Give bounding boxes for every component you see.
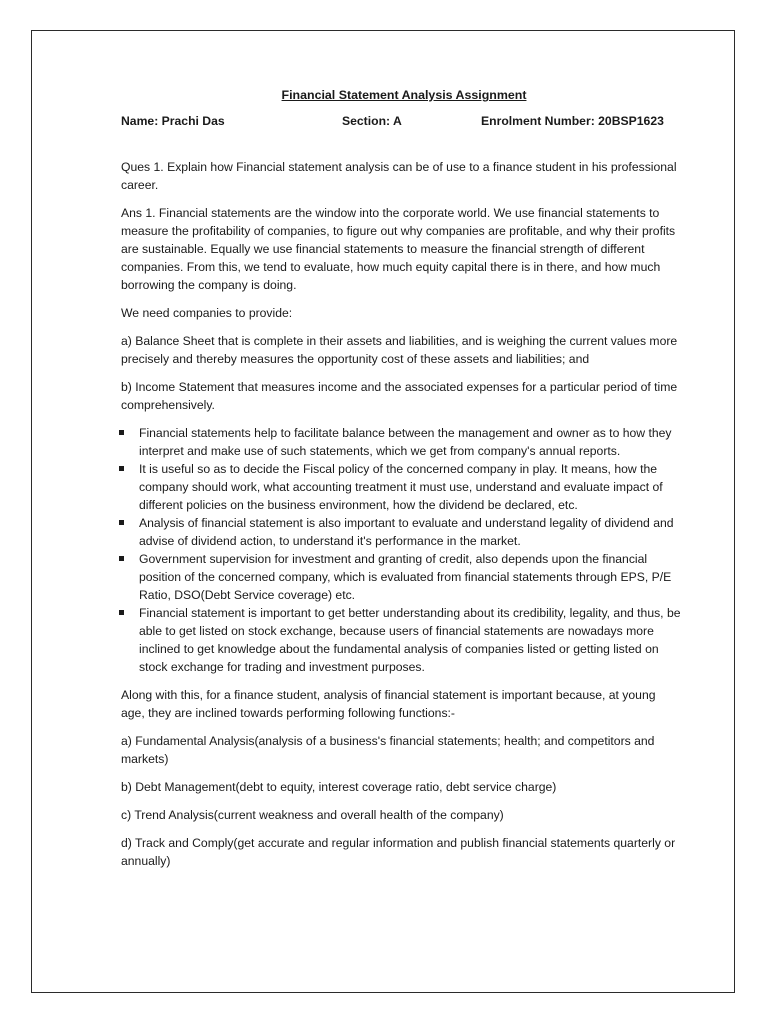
square-bullet-icon <box>119 556 124 561</box>
bullet-list <box>121 424 681 676</box>
bullet-item: Financial statement is important to get better understanding about its credibility, legality, and thus, be able to get listed on stock exchange, because users of financial statements are nowadays more inclined to get knowledge about the fundamental analysis of companies listed or getting listed on stock exchange for trading and investment purposes. <box>121 604 681 676</box>
point-a: a) Balance Sheet that is complete in their assets and liabilities, and is weighing the current values more precisely and thereby measures the opportunity cost of these assets and liabilities; and <box>121 334 678 366</box>
function-item: a) Fundamental Analysis(analysis of a business's financial statements; health; and competitors and markets) <box>121 734 655 766</box>
along-with-paragraph: Along with this, for a finance student, analysis of financial statement is important because, at young age, they are inclined towards performing following functions:- <box>121 688 656 720</box>
enrolment-number: Enrolment Number: 20BSP1623 <box>481 114 664 128</box>
document-title: Financial Statement Analysis Assignment <box>281 88 527 102</box>
bullet-item: Government supervision for investment and granting of credit, also depends upon the financial position of the concerned company, which is evaluated from financial statements through EPS, P/E Ratio, DSO(Debt Service coverage) etc. <box>121 550 681 604</box>
student-name: Name: Prachi Das <box>121 114 225 128</box>
bullet-item: It is useful so as to decide the Fiscal policy of the concerned company in play. It means, how the company should work, what accounting treatment it must use, understand and evaluate impact of different policies on the business environment, how the dividend be declared, etc. <box>121 460 681 514</box>
square-bullet-icon <box>119 610 124 615</box>
function-item: c) Trend Analysis(current weakness and overall health of the company) <box>121 808 504 822</box>
document-body <box>121 86 681 880</box>
bullet-item: Financial statements help to facilitate balance between the management and owner as to how they interpret and make use of such statements, which we get from company's annual reports. <box>121 424 681 460</box>
bullet-item: Analysis of financial statement is also important to evaluate and understand legality of dividend and advise of dividend action, to understand it's performance in the market. <box>121 514 681 550</box>
question-text: Ques 1. Explain how Financial statement analysis can be of use to a finance student in his professional career. <box>121 160 677 192</box>
point-b: b) Income Statement that measures income and the associated expenses for a particular period of time comprehensively. <box>121 380 678 412</box>
need-line: We need companies to provide: <box>121 306 293 320</box>
student-section: Section: A <box>342 114 402 128</box>
answer-intro: Ans 1. Financial statements are the window into the corporate world. We use financial statements to measure the profitability of companies, to figure out why companies are profitable, and why their profits are sustainable. Equally we use financial statements to measure the financial strength of different companies. From this, we tend to evaluate, how much equity capital there is in there, and how much borrowing the company is doing. <box>121 206 676 292</box>
function-item: d) Track and Comply(get accurate and regular information and publish financial statements quarterly or annually) <box>121 836 676 868</box>
student-header <box>121 112 681 130</box>
square-bullet-icon <box>119 466 124 471</box>
square-bullet-icon <box>119 430 124 435</box>
square-bullet-icon <box>119 520 124 525</box>
function-item: b) Debt Management(debt to equity, interest coverage ratio, debt service charge) <box>121 780 557 794</box>
